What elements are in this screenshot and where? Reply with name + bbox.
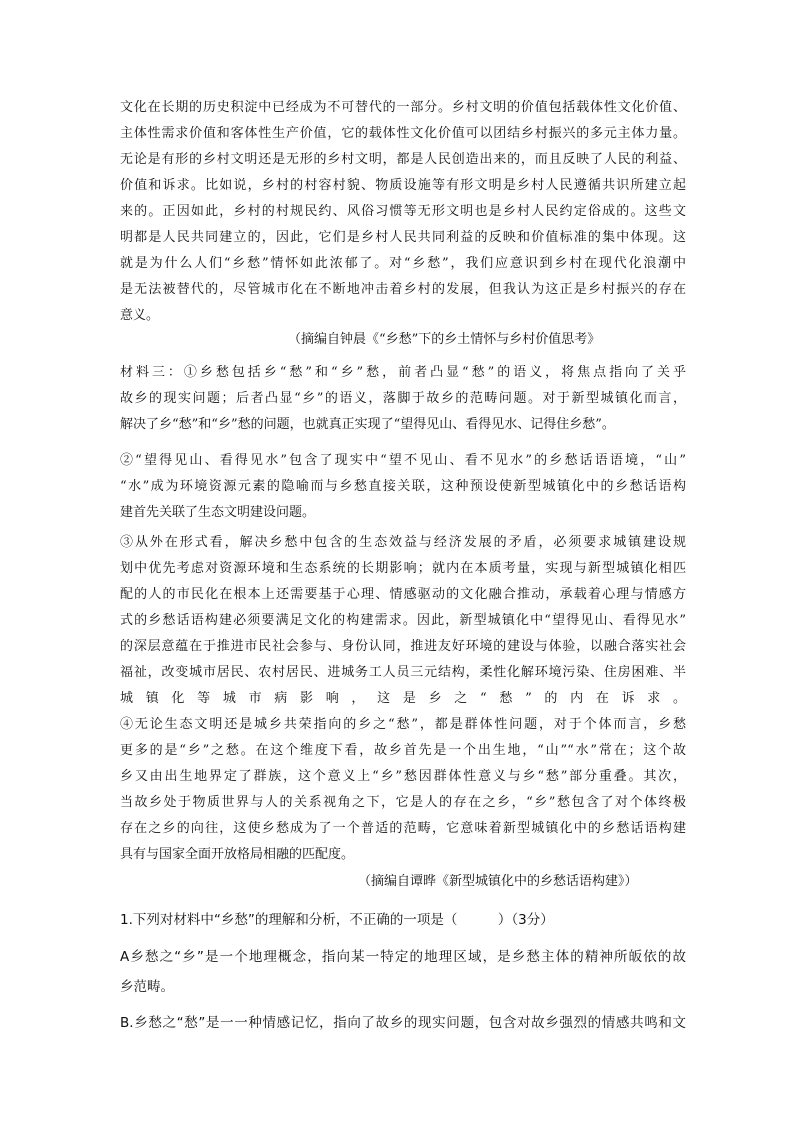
option-a	[120, 942, 686, 1002]
text-line: 就是为什么人们“乡愁”情怀如此浓郁了。对“乡愁”，我们应意识到乡村在现代化浪潮中	[120, 256, 686, 271]
text-line: “水”成为环境资源元素的隐喻而与乡愁直接关联，这种预设使新型城镇化中的乡愁话语构	[120, 479, 686, 494]
text-line: 当故乡处于物质世界与人的关系视角之下，它是人的存在之乡，“乡”愁包含了对个体终极	[120, 795, 686, 810]
text-line: 意义。	[120, 308, 160, 323]
text-line: 解决了乡“愁”和“乡”愁的问题，也就真正实现了“望得见山、看得见水、记得住乡愁”。	[120, 417, 615, 432]
source-citation: （摘编自谭晔《新型城镇化中的乡愁话语构建》）	[358, 874, 638, 889]
text-line: 文化在长期的历史积淀中已经成为不可替代的一部分。乡村文明的价值包括载体性文化价值、	[120, 100, 686, 115]
text-line: 具有与国家全面开放格局相融的匹配度。	[120, 847, 355, 862]
text-line: 福祉，改变城市居民、农村居民、进城务工人员三元结构，柔性化解环境污染、住房困难、半	[120, 665, 686, 680]
text-line: 配的人的市民化在根本上还需要基于心理、情感驱动的文化融合推动，承载着心理与情感方	[120, 587, 686, 602]
paragraph-material-three	[120, 360, 686, 438]
text-line: 划中优先考虑对资源环境和生态系统的长期影响；就内在本质考量，实现与新型城镇化相匹	[120, 561, 686, 576]
paragraph-point-two	[120, 448, 686, 526]
text-line: ③从外在形式看，解决乡愁中包含的生态效益与经济发展的矛盾，必须要求城镇建设规	[120, 535, 686, 550]
text-line: 乡又由出生地界定了群族，这个意义上“乡”愁因群体性意义与乡“愁”部分重叠。其次，	[120, 769, 686, 784]
text-line: 无论是有形的乡村文明还是无形的乡村文明，都是人民创造出来的，而且反映了人民的利益、	[120, 152, 686, 167]
option-text: B.乡愁之“愁”是一一种情感记忆，指向了故乡的现实问题，包含对故乡强烈的情感共鸣和文	[120, 1015, 686, 1031]
text-line: 价值和诉求。比如说，乡村的村容村貌、物质设施等有形文明是乡村人民遵循共识所建立起	[120, 178, 686, 193]
text-line: 明都是人民共同建立的，因此，它们是乡村人民共同利益的反映和价值标准的集中体现。这	[120, 230, 686, 245]
text-line: 城镇化等城市病影响，这是乡之“愁”的内在诉求。	[120, 691, 686, 706]
text-line: ②“望得见山、看得见水”包含了现实中“望不见山、看不见水”的乡愁话语语境，“山”	[120, 453, 686, 468]
option-text: 乡范畴。	[120, 979, 174, 995]
text-line: 材料三：①乡愁包括乡“愁”和“乡”愁，前者凸显“愁”的语义，将焦点指向了关乎	[120, 365, 686, 380]
option-b	[120, 1008, 686, 1038]
option-text: A乡愁之“乡”是一个地理概念，指向某一特定的地理区域，是乡愁主体的精神所皈依的故	[120, 949, 686, 965]
text-line: 更多的是“乡”之愁。在这个维度下看，故乡首先是一个出生地，“山”“水”常在；这个故	[120, 743, 686, 758]
paragraph-point-four	[120, 712, 686, 868]
question-one	[120, 905, 686, 935]
source-citation: （摘编自钟晨《“乡愁”下的乡土情怀与乡村价值思考》	[288, 332, 601, 347]
text-line: ④无论生态文明还是城乡共荣指向的乡之“愁”，都是群体性问题，对于个体而言，乡愁	[120, 717, 686, 732]
text-line: 建首先关联了生态文明建设问题。	[120, 505, 316, 520]
paragraph-point-three	[120, 530, 686, 738]
text-line: 式的乡愁话语构建必须要满足文化的构建需求。因此，新型城镇化中“望得见山、看得见水”	[120, 613, 686, 628]
text-line: 的深层意蕴在于推进市民社会参与、身份认同，推进友好环境的建设与体验，以融合落实社会	[120, 639, 686, 654]
text-line: 是无法被替代的，尽管城市化在不断地冲击着乡村的发展，但我认为这正是乡村振兴的存在	[120, 282, 686, 297]
text-line: 故乡的现实问题；后者凸显“乡”的语义，落脚于故乡的范畴问题。对于新型城镇化而言，	[120, 391, 686, 406]
question-stem: 1.下列对材料中“乡愁”的理解和分析，不正确的一项是（ ）（3分）	[120, 912, 554, 928]
text-line: 主体性需求价值和客体性生产价值，它的载体性文化价值可以团结乡村振兴的多元主体力量。	[120, 126, 686, 141]
text-line: 来的。正因如此，乡村的村规民约、风俗习惯等无形文明也是乡村人民约定俗成的。这些文	[120, 204, 686, 219]
paragraph-rural-civilization	[120, 95, 686, 329]
text-line: 存在之乡的向往，这使乡愁成为了一个普适的范畴，它意味着新型城镇化中的乡愁话语构建	[120, 821, 686, 836]
